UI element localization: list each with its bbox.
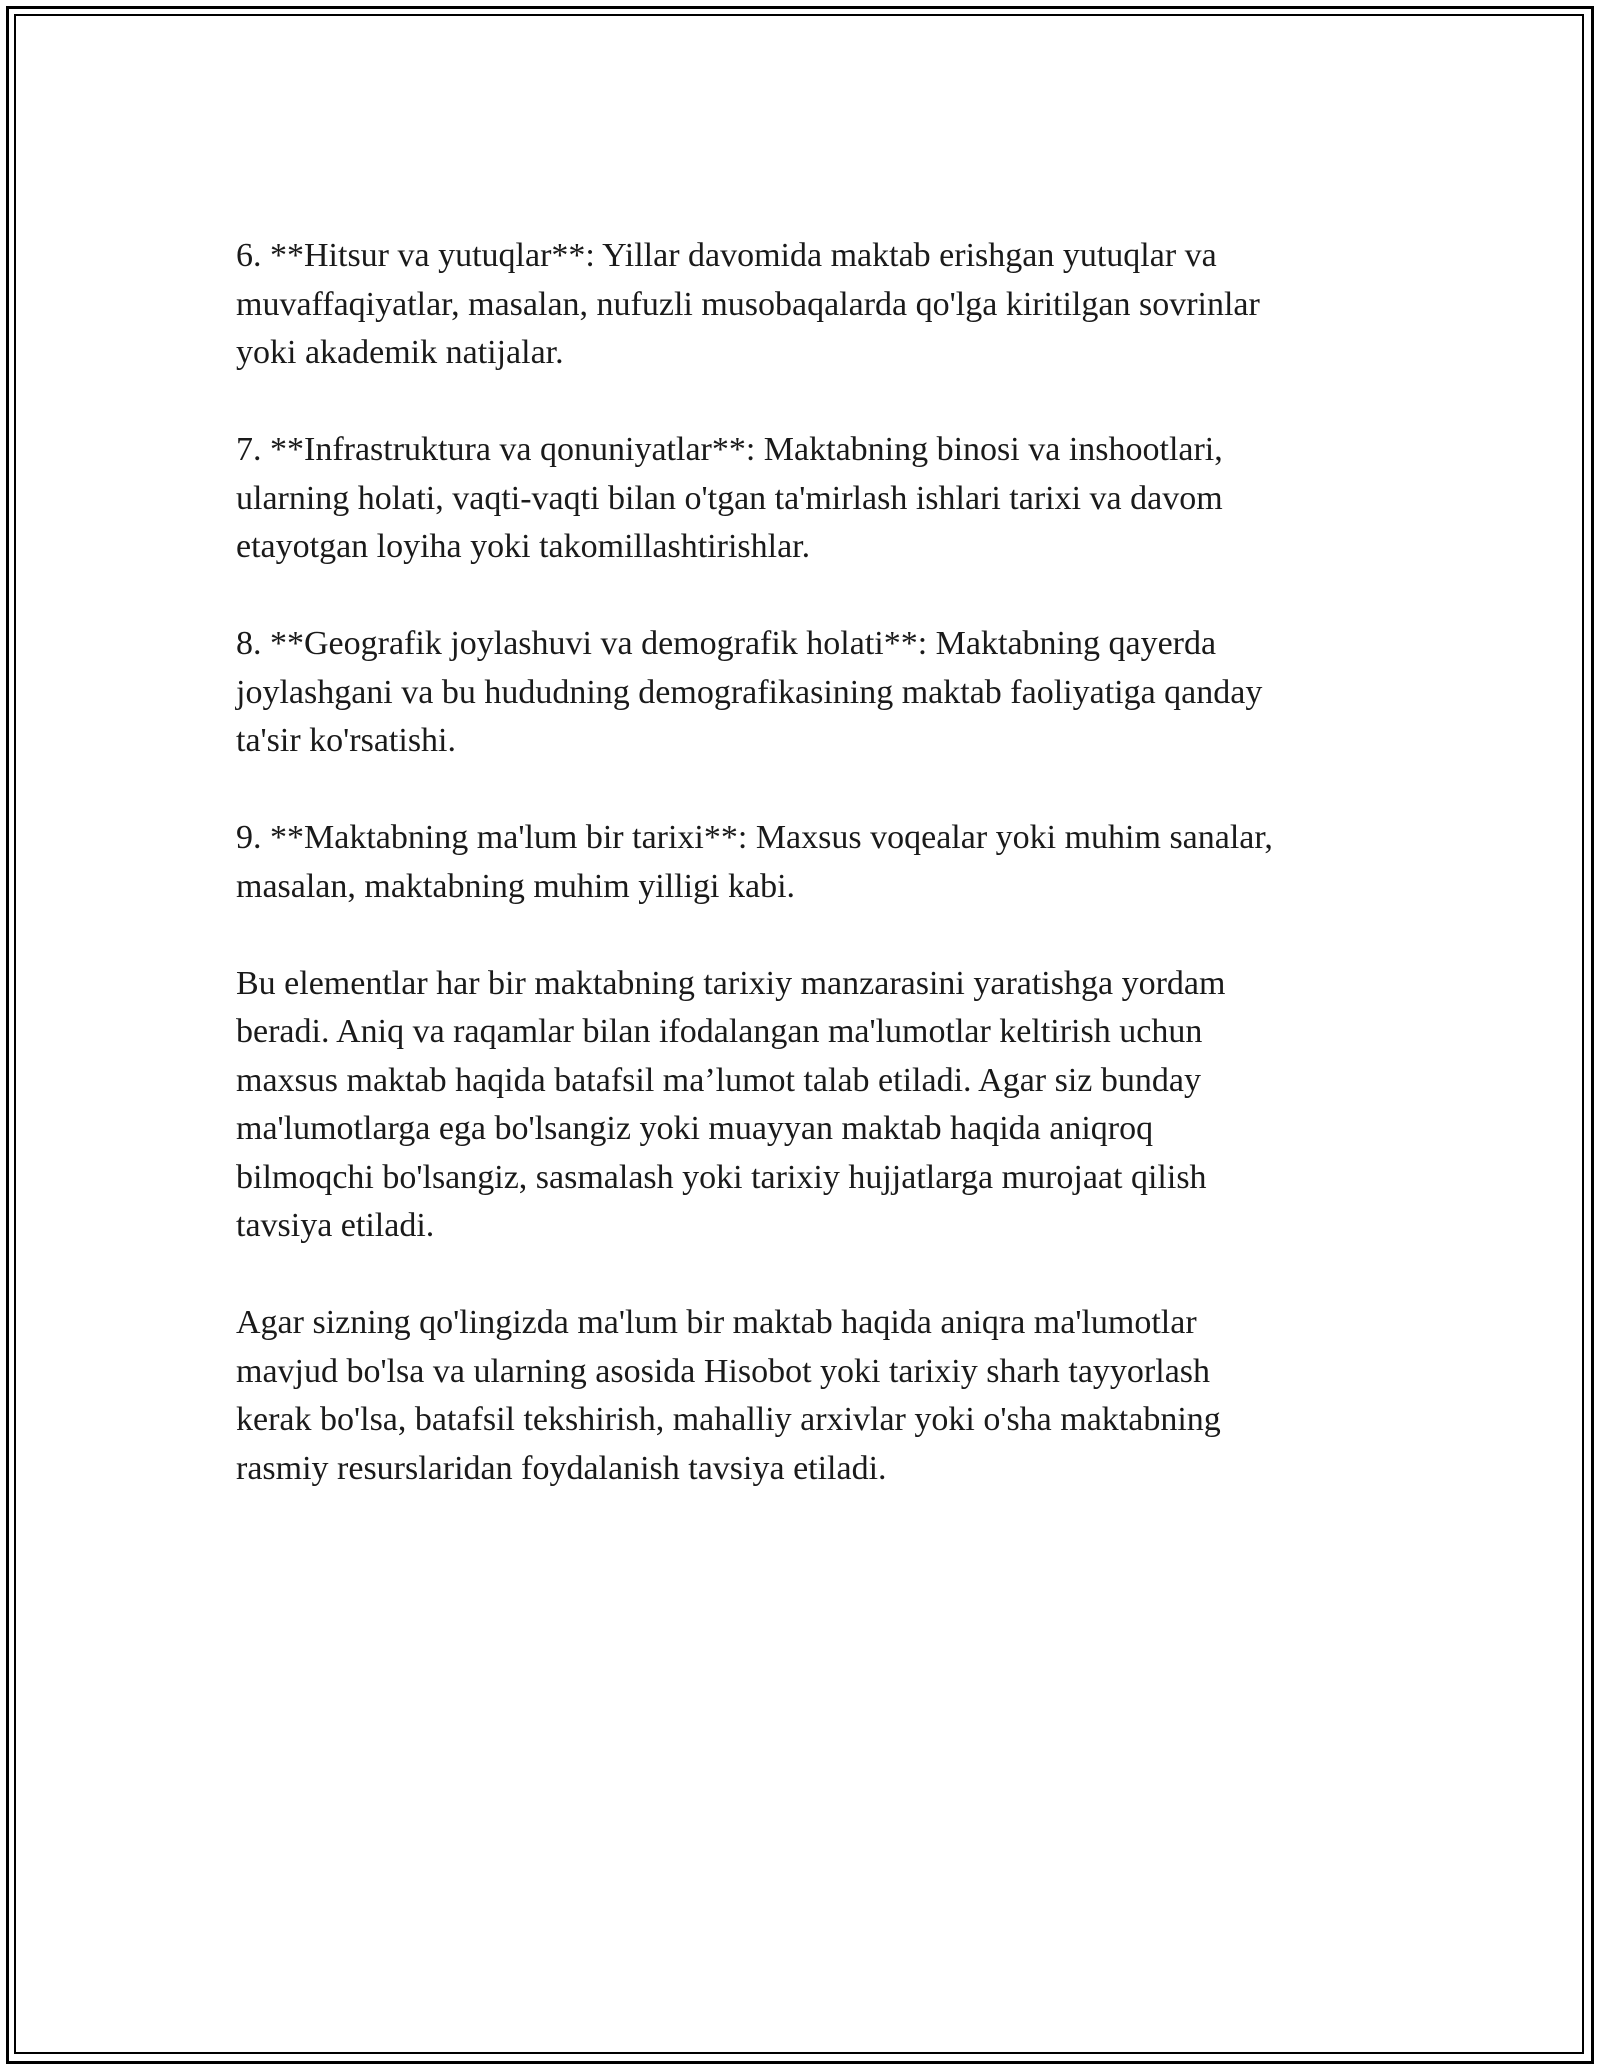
paragraph-recommendation: [236, 1299, 1376, 1493]
text-line: masalan, maktabning muhim yilligi kabi.: [236, 867, 796, 905]
text-line: bilmoqchi bo'lsangiz, sasmalash yoki tarixiy hujjatlarga murojaat qilish: [236, 1158, 1207, 1196]
text-line: 9. **Maktabning ma'lum bir tarixi**: Maxsus voqealar yoki muhim sanalar,: [236, 819, 1273, 856]
text-line: ma'lumotlarga ega bo'lsangiz yoki muayyan maktab haqida aniqroq: [236, 1110, 1154, 1147]
text-line: rasmiy resurslaridan foydalanish tavsiya etiladi.: [236, 1449, 887, 1487]
text-line: etayotgan loyiha yoki takomillashtirishlar.: [236, 528, 811, 565]
text-line: mavjud bo'lsa va ularning asosida Hisobot yoki tarixiy sharh tayyorlash: [236, 1352, 1211, 1390]
text-line: 7. **Infrastruktura va qonuniyatlar**: Maktabning binosi va inshootlari,: [236, 431, 1223, 468]
text-line: Agar sizning qo'lingizda ma'lum bir maktab haqida aniqra ma'lumotlar: [236, 1304, 1197, 1341]
text-line: maxsus maktab haqida batafsil ma’lumot talab etiladi. Agar siz bunday: [236, 1061, 1201, 1099]
text-line: yoki akademik natijalar.: [236, 334, 564, 371]
text-line: tavsiya etiladi.: [236, 1207, 435, 1244]
text-line: 8. **Geografik joylashuvi va demografik holati**: Maktabning qayerda: [236, 625, 1217, 662]
document-body: [236, 232, 1376, 1542]
paragraph-item-6: [236, 232, 1376, 378]
text-line: kerak bo'lsa, batafsil tekshirish, mahalliy arxivlar yoki o'sha maktabning: [236, 1401, 1221, 1438]
text-line: beradi. Aniq va raqamlar bilan ifodalangan ma'lumotlar keltirish uchun: [236, 1013, 1203, 1050]
text-line: ularning holati, vaqti-vaqti bilan o'tgan ta'mirlash ishlari tarixi va davom: [236, 479, 1223, 517]
paragraph-item-7: [236, 426, 1376, 572]
text-line: muvaffaqiyatlar, masalan, nufuzli musobaqalarda qo'lga kiritilgan sovrinlar: [236, 285, 1260, 323]
text-line: joylashgani va bu hududning demografikasining maktab faoliyatiga qanday: [236, 673, 1263, 711]
paragraph-item-8: [236, 620, 1376, 766]
text-line: Bu elementlar har bir maktabning tarixiy manzarasini yaratishga yordam: [236, 964, 1226, 1002]
text-line: 6. **Hitsur va yutuqlar**: Yillar davomida maktab erishgan yutuqlar va: [236, 237, 1217, 274]
text-line: ta'sir ko'rsatishi.: [236, 722, 457, 759]
paragraph-summary: [236, 960, 1376, 1251]
paragraph-item-9: [236, 814, 1376, 911]
